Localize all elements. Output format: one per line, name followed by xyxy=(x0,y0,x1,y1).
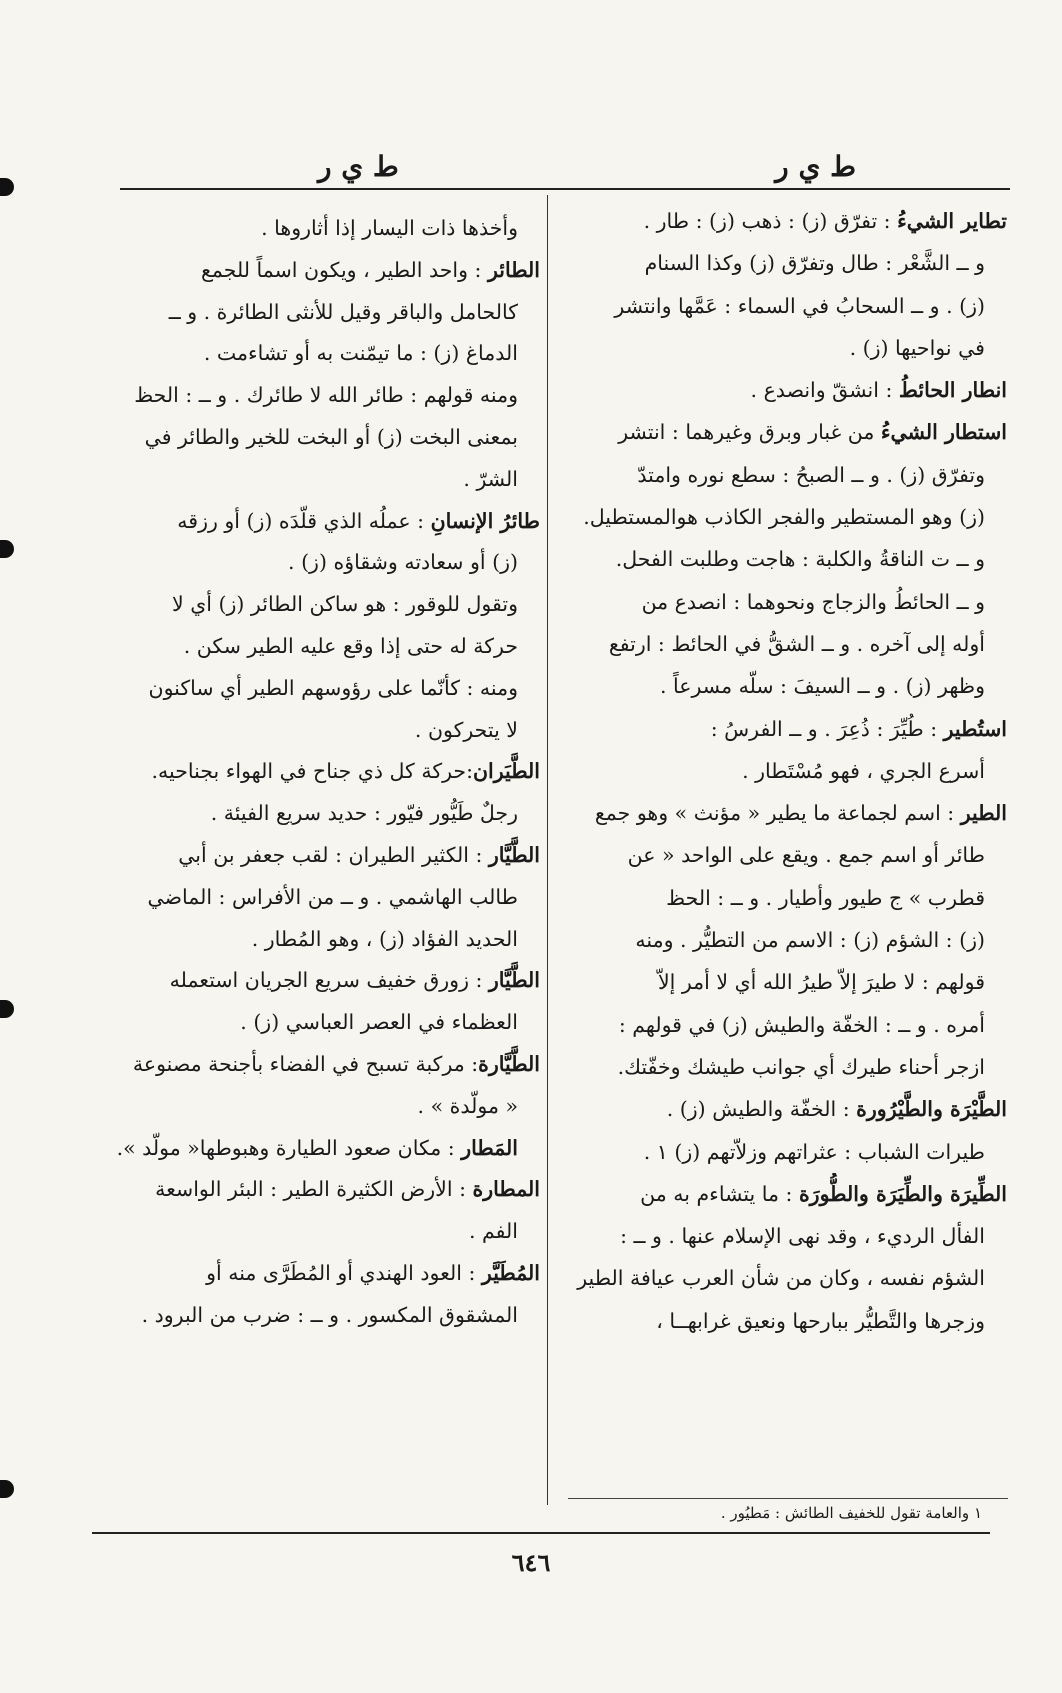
entry-text: قولهم : لا طيرَ إلاّ طيرُ الله أي لا أمر إلاّ xyxy=(657,970,985,995)
entry-headword: استطار الشيءُ xyxy=(880,420,1007,445)
entry-text: العظماء في العصر العباسي (ز) . xyxy=(240,1010,518,1035)
entry-headword: الطِّيرَة والطِّيَرَة والطُّورَة xyxy=(798,1181,1007,1206)
entry-text: : ما يتشاءم به من xyxy=(640,1181,799,1206)
entry-line xyxy=(110,960,540,1002)
entry-line xyxy=(110,208,540,250)
entry-text: و ــ الحائطُ والزجاج ونحوهما : انصدع من xyxy=(641,589,985,614)
entry-line xyxy=(110,250,540,292)
entry-line xyxy=(555,200,1007,242)
entry-text: : عملُه الذي قلّدَه (ز) أو رزقه xyxy=(177,508,431,533)
entry-text: : واحد الطير ، ويكون اسماً للجمع xyxy=(200,257,488,282)
entry-text: : طُيِّرَ : ذُعِرَ . و ــ الفرسُ : xyxy=(710,716,944,741)
entry-text: وزجرها والتَّطيُّر ببارحها ونعيق غرابهــا ، xyxy=(656,1308,985,1333)
page-header-left: ط ي ر xyxy=(318,150,399,183)
entry-text: : تفرّق (ز) : ذهب (ز) : طار . xyxy=(643,209,898,233)
scan-edge-mark xyxy=(0,178,14,196)
entry-line xyxy=(555,1300,1007,1342)
entry-line xyxy=(110,668,540,710)
entry-line xyxy=(110,1044,540,1086)
entry-line xyxy=(110,919,540,961)
entry-headword: استُطير xyxy=(943,716,1007,741)
entry-line xyxy=(110,1002,540,1044)
entry-text: لا يتحركون . xyxy=(414,717,518,742)
entry-text: وتفرّق (ز) . و ــ الصبحُ : سطع نوره وامتدّ xyxy=(637,462,985,487)
header-rule xyxy=(120,188,1010,190)
entry-text: : الخفّة والطيش (ز) . xyxy=(666,1097,857,1122)
left-column xyxy=(110,208,540,1337)
entry-headword: انطار الحائطُ xyxy=(898,378,1007,403)
entry-line xyxy=(110,417,540,459)
entry-line xyxy=(555,792,1007,834)
entry-text: (ز) : الشؤم (ز) : الاسم من التطيُّر . ومنه xyxy=(635,928,985,953)
entry-line xyxy=(110,751,540,793)
entry-line xyxy=(110,1169,540,1211)
entry-text: طائر أو اسم جمع . ويقع على الواحد « عن xyxy=(627,843,985,868)
entry-line xyxy=(555,1046,1007,1088)
entry-text: ومنه : كأنّما على رؤوسهم الطير أي ساكنون xyxy=(148,675,518,700)
entry-text: وظهر (ز) . و ــ السيفَ : سلّه مسرعاً . xyxy=(659,674,985,699)
entry-text: ومنه قولهم : طائر الله لا طائرك . و ــ : الحظ xyxy=(134,383,518,408)
entry-text: الشرّ . xyxy=(463,466,518,491)
entry-headword: طائرُ الإنسانِ xyxy=(430,508,540,533)
entry-text: المشقوق المكسور . و ــ : ضرب من البرود . xyxy=(141,1302,518,1327)
entry-line xyxy=(110,626,540,668)
entry-line xyxy=(555,919,1007,961)
entry-text: : الكثير الطيران : لقب جعفر بن أبي xyxy=(178,842,489,867)
entry-line xyxy=(110,793,540,835)
entry-line xyxy=(555,834,1007,876)
entry-line xyxy=(555,454,1007,496)
entry-line xyxy=(555,708,1007,750)
entry-line xyxy=(110,1253,540,1295)
entry-line xyxy=(555,369,1007,411)
entry-headword: المُطَيَّر xyxy=(481,1260,540,1285)
entry-text: طالب الهاشمي . و ــ من الأفراس : الماضي xyxy=(147,884,518,909)
entry-text: أسرع الجري ، فهو مُسْتَطار . xyxy=(742,758,985,783)
page-number: ٦٤٦ xyxy=(511,1548,551,1577)
entry-line xyxy=(110,292,540,334)
entry-headword: الطَّيَران xyxy=(472,759,540,784)
bottom-rule xyxy=(92,1532,990,1534)
footnote-rule xyxy=(568,1498,1008,1499)
entry-text: الدماغ (ز) : ما تيمّنت به أو تشاءمت . xyxy=(203,341,518,366)
entry-line xyxy=(555,327,1007,369)
entry-line xyxy=(110,333,540,375)
entry-text: كالحامل والباقر وقيل للأنثى الطائرة . و ــ xyxy=(168,299,518,324)
entry-text: : زورق خفيف سريع الجريان استعمله xyxy=(169,968,489,993)
entry-text: (ز) أو سعادته وشقاؤه (ز) . xyxy=(288,550,518,575)
entry-text: : مكان صعود الطيارة وهبوطها« مولّد ». xyxy=(116,1135,462,1160)
entry-headword: الطَّيَّارة xyxy=(478,1051,540,1076)
entry-line xyxy=(110,1086,540,1128)
entry-text: (ز) وهو المستطير والفجر الكاذب هوالمستطيل. xyxy=(583,505,985,530)
entry-headword: الطَّيَّار xyxy=(488,842,540,867)
entry-text: الفأل الرديء ، وقد نهى الإسلام عنها . و ــ : xyxy=(620,1224,985,1249)
entry-line xyxy=(555,750,1007,792)
entry-text: : اسم لجماعة ما يطير « مؤنث » وهو جمع xyxy=(594,801,961,826)
entry-text: طيرات الشباب : عثراتهم وزلاّتهم (ز) ١ . xyxy=(643,1139,985,1164)
entry-line xyxy=(555,1215,1007,1257)
entry-text: في نواحيها (ز) . xyxy=(849,335,985,360)
entry-line xyxy=(555,285,1007,327)
entry-line xyxy=(555,496,1007,538)
entry-line xyxy=(110,710,540,752)
entry-text: أمره . و ــ : الخفّة والطيش (ز) في قولهم : xyxy=(618,1012,985,1037)
entry-headword: المطارة xyxy=(472,1177,540,1202)
entry-headword: الطائر xyxy=(487,257,540,282)
entry-text: أوله إلى آخره . و ــ الشقُّ في الحائط : ارتفع xyxy=(608,631,985,656)
entry-text: :حركة كل ذي جناح في الهواء بجناحيه. xyxy=(151,759,473,784)
entry-line xyxy=(110,877,540,919)
entry-line xyxy=(110,459,540,501)
entry-headword: تطاير الشيءُ xyxy=(897,209,1007,233)
entry-text: رجلٌ طَيُّور فيّور : حديد سريع الفيئة . xyxy=(210,801,518,826)
entry-text: الشؤم نفسه ، وكان من شأن العرب عيافة الطير xyxy=(577,1266,985,1291)
entry-line xyxy=(555,1131,1007,1173)
entry-text: « مولّدة » . xyxy=(417,1093,518,1118)
entry-headword: الطَّيْرَة والطَّيْرُورة xyxy=(856,1097,1007,1122)
entry-line xyxy=(555,877,1007,919)
entry-line xyxy=(110,835,540,877)
entry-text: : مركبة تسبح في الفضاء بأجنحة مصنوعة xyxy=(132,1051,479,1076)
entry-headword: الطَّيَّار xyxy=(488,968,540,993)
scan-edge-mark xyxy=(0,1000,14,1018)
entry-text: وتقول للوقور : هو ساكن الطائر (ز) أي لا xyxy=(172,592,518,617)
entry-text: حركة له حتى إذا وقع عليه الطير سكن . xyxy=(183,633,518,658)
entry-text: : انشقّ وانصدع . xyxy=(750,378,899,403)
entry-line xyxy=(555,581,1007,623)
entry-line xyxy=(555,1257,1007,1299)
column-divider xyxy=(547,195,548,1505)
entry-line xyxy=(555,411,1007,453)
entry-line xyxy=(555,623,1007,665)
entry-text: الحديد الفؤاد (ز) ، وهو المُطار . xyxy=(251,926,518,951)
entry-text: الفم . xyxy=(469,1219,518,1244)
entry-line xyxy=(110,1128,540,1170)
entry-text: : العود الهندي أو المُطَرَّى منه أو xyxy=(206,1260,482,1285)
entry-line xyxy=(110,542,540,584)
entry-line xyxy=(110,375,540,417)
entry-line xyxy=(555,961,1007,1003)
entry-text: : الأرض الكثيرة الطير : البئر الواسعة xyxy=(155,1177,473,1202)
page-header-right: ط ي ر xyxy=(775,150,856,183)
entry-text: و ــ ت الناقةُ والكلبة : هاجت وطلبت الفحل. xyxy=(615,547,985,572)
entry-line xyxy=(555,1173,1007,1215)
entry-line xyxy=(555,242,1007,284)
entry-text: (ز) . و ــ السحابُ في السماء : عَمَّها وانتشر xyxy=(614,293,985,318)
right-column xyxy=(555,200,1007,1342)
entry-text: ازجر أحناء طيرك أي جوانب طيشك وخفّتك. xyxy=(617,1054,985,1079)
entry-headword: المَطار xyxy=(461,1135,518,1160)
entry-text: قطرب » ج طيور وأطيار . و ــ : الحظ xyxy=(666,885,985,910)
entry-line xyxy=(555,538,1007,580)
entry-line xyxy=(555,1004,1007,1046)
entry-line xyxy=(555,665,1007,707)
entry-text: بمعنى البخت (ز) أو البخت للخير والطائر في xyxy=(144,424,518,449)
scan-edge-mark xyxy=(0,540,14,558)
entry-line xyxy=(110,1295,540,1337)
entry-text: وأخذها ذات اليسار إذا أثاروها . xyxy=(261,216,518,240)
entry-line xyxy=(110,1211,540,1253)
entry-line xyxy=(110,584,540,626)
entry-line xyxy=(110,501,540,543)
entry-line xyxy=(555,1088,1007,1130)
scan-edge-mark xyxy=(0,1480,14,1498)
entry-text: من غبار وبرق وغيرهما : انتشر xyxy=(618,420,881,445)
entry-text: و ــ الشَّعْر : طال وتفرّق (ز) وكذا السنام xyxy=(644,251,985,276)
entry-headword: الطير xyxy=(960,801,1007,826)
footnote: ١ والعامة تقول للخفيف الطائش : مَطيُور . xyxy=(720,1504,982,1522)
